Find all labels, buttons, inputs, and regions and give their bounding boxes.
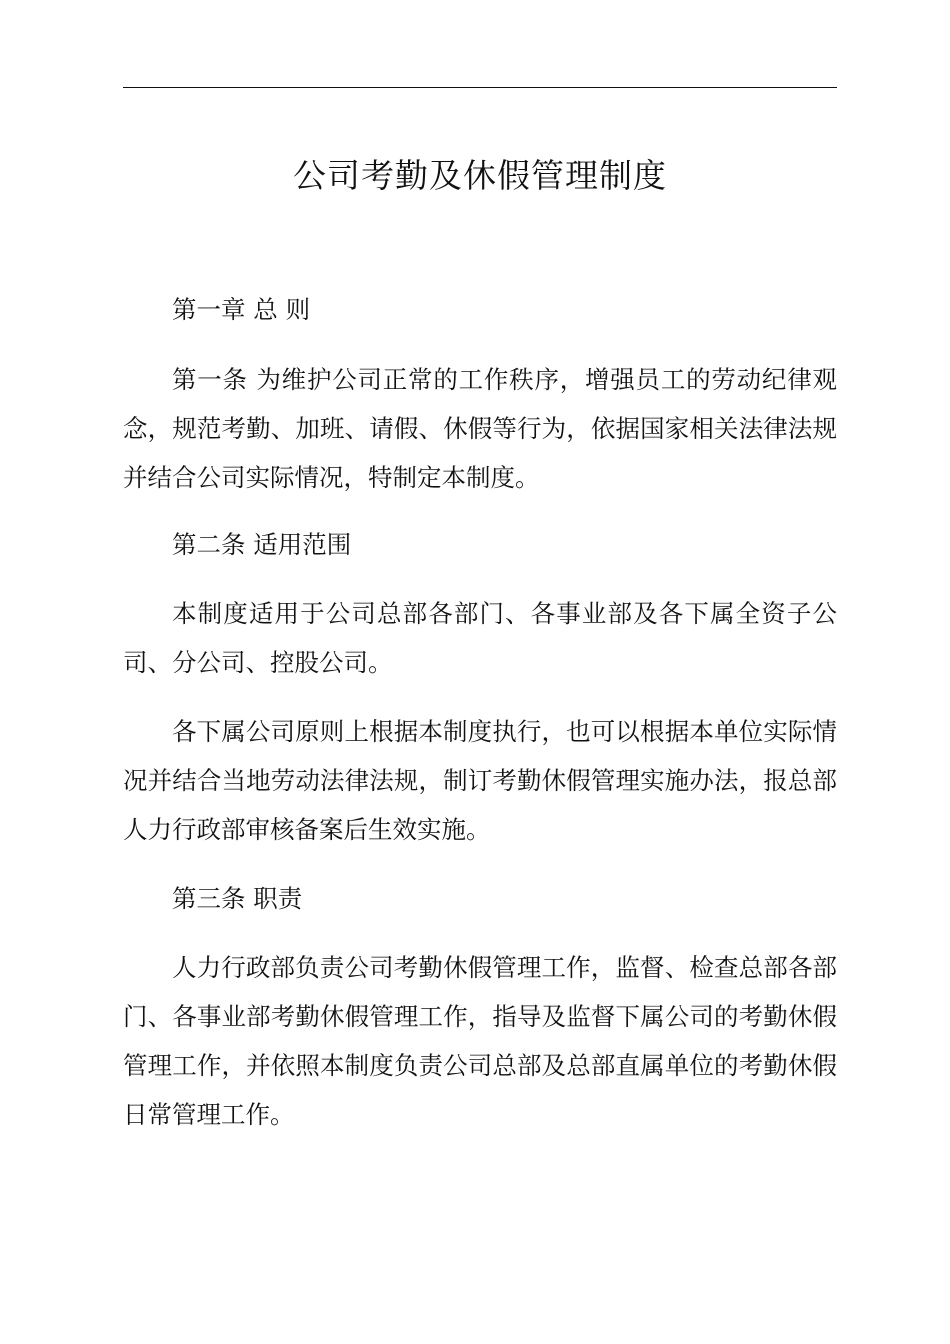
article-3-paragraph-1: 人力行政部负责公司考勤休假管理工作，监督、检查总部各部门、各事业部考勤休假管理工作，指导及监督下属公司的考勤休假管理工作，并依照本制度负责公司总部及总部直属单位的考勤休假日常管理工作。 xyxy=(123,953,837,1129)
header-rule xyxy=(123,87,837,88)
article-2-paragraph-1: 本制度适用于公司总部各部门、各事业部及各下属全资子公司、分公司、控股公司。 xyxy=(123,599,837,677)
document-title: 公司考勤及休假管理制度 xyxy=(293,156,667,195)
article-2-heading: 第二条 适用范围 xyxy=(172,530,352,559)
chapter-heading: 第一章 总 则 xyxy=(172,295,311,324)
document-body xyxy=(123,285,837,1139)
article-1-paragraph: 第一条 为维护公司正常的工作秩序，增强员工的劳动纪律观念，规范考勤、加班、请假、休假等行为，依据国家相关法律法规并结合公司实际情况，特制定本制度。 xyxy=(123,365,837,492)
article-2-paragraph-2: 各下属公司原则上根据本制度执行，也可以根据本单位实际情况并结合当地劳动法律法规，制订考勤休假管理实施办法，报总部人力行政部审核备案后生效实施。 xyxy=(123,717,837,844)
article-3-heading: 第三条 职责 xyxy=(172,884,303,913)
